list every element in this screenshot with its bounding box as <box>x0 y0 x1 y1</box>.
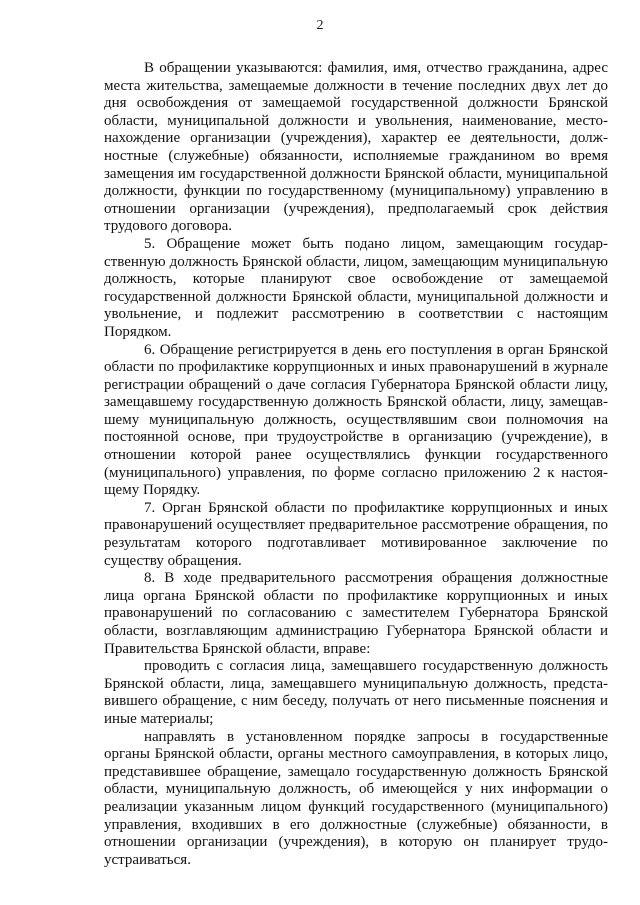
page-number: 2 <box>316 18 324 33</box>
paragraph-item-8-requests: направлять в установленном порядке запросы в государственные органы Брянской области, органы местного самоуправления, в которых лицо, представившее обращение, замещало государственную должность Брянской области, муниципальную должность, об имеющейся у них информации о реализации указанным лицом функций государственного (муниципального) управления, входивших в его должностные (служебные) обязанности, в отношении организации (учреждения), в которую он планирует трудоустраиваться. <box>104 728 608 868</box>
paragraph-item-8: 8. В ходе предварительного рассмотрения обращения должностные лица органа Брянской области по профилактике коррупционных и иных правонарушений по согласованию с заместителем Губернатора Брянской области, возглавляющим администрацию Губернатора Брянской области и Правительства Брянской области, вправе: <box>104 570 608 657</box>
document-body <box>104 60 608 869</box>
paragraph-item-8-interview: проводить с согласия лица, замещавшего государственную должность Брянской области, лица, замещавшего муниципальную должность, представившего обращение, с ним беседу, получать от него письменные пояснения и иные материалы; <box>104 658 608 727</box>
paragraph-item-7: 7. Орган Брянской области по профилактике коррупционных и иных правонарушений осуществляет предварительное рассмотрение обращения, по результатам которого подготавливает мотивированное заключение по существу обращения. <box>104 499 608 569</box>
paragraph-item-5: 5. Обращение может быть подано лицом, замещающим государственную должность Брянской области, лицом, замещающим муниципальную должность, которые планируют свое освобождение от замещаемой государственной должности Брянской области, муниципальной должности и увольнение, и подлежит рассмотрению в соответствии с настоящим Порядком. <box>104 235 608 340</box>
paragraph-item-6: 6. Обращение регистрируется в день его поступления в орган Брянской области по профилактике коррупционных и иных правонарушений в журнале регистрации обращений о даче согласия Губернатора Брянской области лицу, замещавшему государственную должность Брянской области, лицу, замещавшему муниципальную должность, осуществлявшим свои полномочия на постоянной основе, при трудоустройстве в организацию (учреждение), в отношении которой ранее осуществлялись функции государственного (муниципального) управления, по форме согласно приложению 2 к настоящему Порядку. <box>104 341 608 499</box>
paragraph-application-contents: В обращении указываются: фамилия, имя, отчество гражданина, адрес места жительства, замещаемые должности в течение последних двух лет до дня освобождения от замещаемой государственной должности Брянской области, муниципальной должности и увольнения, наименование, местонахождение организации (учреждения), характер ее деятельности, должностные (служебные) обязанности, исполняемые гражданином во время замещения им государственной должности Брянской области, муниципальной должности, функции по государственному (муниципальному) управлению в отношении организации (учреждения), предполагаемый срок действия трудового договора. <box>104 60 608 235</box>
